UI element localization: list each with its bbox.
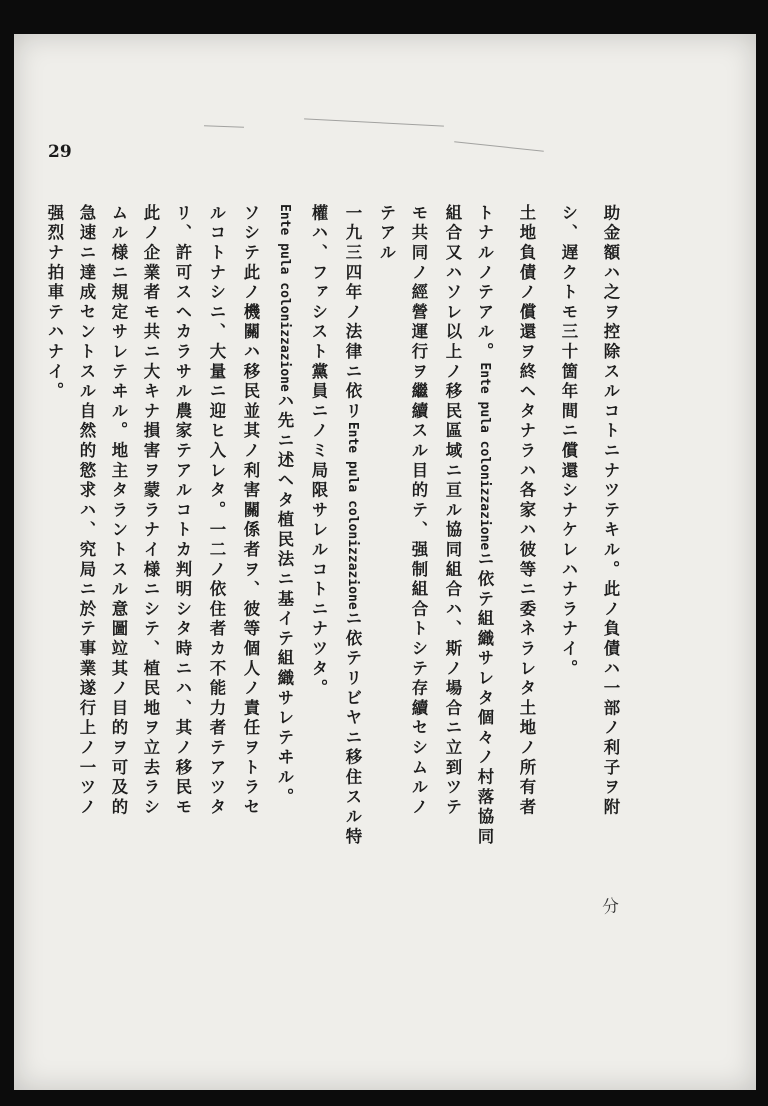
scan-artifact-line — [304, 118, 444, 126]
text-column-16: 急速ニ達成セントスル自然的慾求ハ、究局ニ於テ事業遂行上ノ一ツノ — [77, 204, 96, 818]
page-number: 29 — [48, 142, 72, 162]
text-column-5: 組合又ハソレ以上ノ移民區域ニ亘ル協同組合ハ、斯ノ場合ニ立到ツテ — [443, 204, 462, 818]
handwritten-margin-note: 分 — [601, 895, 621, 919]
text-column-2: シ、遅クトモ三十箇年間ニ償還シナケレハナラナイ。 — [559, 204, 578, 680]
text-column-6: モ共同ノ經營運行ヲ繼續スル目的テ、强制組合トシテ存續セシムルノ — [409, 204, 428, 818]
document-page — [14, 34, 756, 1090]
text-column-10: Ente pula colonizzazioneハ先ニ述ヘタ植民法ニ基イテ組織サレテヰル。 — [275, 204, 294, 808]
text-column-3: 土地負債ノ償還ヲ終ヘタナラハ各家ハ彼等ニ委ネラレタ土地ノ所有者 — [517, 204, 536, 818]
text-column-7: テアル — [377, 204, 396, 264]
scan-artifact-line — [204, 125, 244, 127]
text-column-8: 一九三四年ノ法律ニ依リEnte pula colonizzazioneニ依テリビヤニ移住スル特 — [343, 204, 362, 848]
text-column-11: ソシテ此ノ機關ハ移民並其ノ利害關係者ヲ、彼等個人ノ責任ヲトラセ — [241, 204, 260, 818]
text-column-12: ルコトナシニ、大量ニ迎ヒ入レタ。一二ノ依住者カ不能力者テアツタ — [207, 204, 226, 818]
text-column-13: リ、許可スヘカラサル農家テアルコトカ判明シタ時ニハ、其ノ移民モ — [173, 204, 192, 818]
scan-artifact-line — [454, 141, 544, 151]
text-column-14: 此ノ企業者モ共ニ大キナ損害ヲ蒙ラナイ様ニシテ、植民地ヲ立去ラシ — [141, 204, 160, 818]
text-column-15: ムル様ニ規定サレテヰル。地主タラントスル意圖竝其ノ目的ヲ可及的 — [109, 204, 128, 818]
text-column-17: 强烈ナ拍車テハナイ。 — [45, 204, 64, 402]
text-column-1: 助金額ハ之ヲ控除スルコトニナツテキル。此ノ負債ハ一部ノ利子ヲ附 — [601, 204, 620, 818]
text-column-9: 權ハ、ファシスト黨員ニノミ局限サレルコトニナツタ。 — [309, 204, 328, 699]
text-column-4: トナルノテアル。Ente pula colonizzazioneニ依テ組織サレタ個々ノ村落協同 — [475, 204, 494, 848]
